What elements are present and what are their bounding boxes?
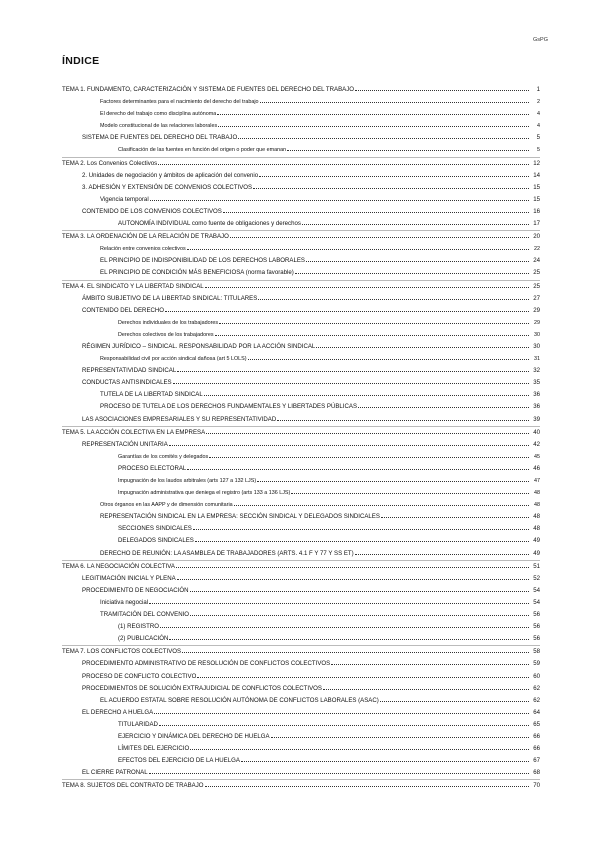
- toc-page-number: 62: [533, 684, 540, 692]
- toc-dot-leader: [355, 554, 529, 555]
- toc-dot-leader: [159, 725, 529, 726]
- toc-page-number: 49: [533, 549, 540, 557]
- toc-dot-leader: [169, 445, 529, 446]
- toc-dot-leader: [238, 138, 529, 139]
- toc-entry-title: EFECTOS DEL EJERCICIO DE LA HUELGA: [118, 757, 240, 765]
- toc-page-number: 2: [537, 99, 540, 106]
- toc-entry-title: DERECHO DE REUNIÓN: LA ASAMBLEA DE TRABAJADORES (ARTS. 4.1 F Y 77 Y SS ET): [100, 549, 354, 557]
- toc-entry-title: LEGITIMACIÓN INICIAL Y PLENA: [82, 574, 176, 582]
- toc-page-number: 30: [533, 342, 540, 350]
- toc-entry-row[interactable]: [62, 755, 540, 767]
- toc-page-number: 4: [537, 111, 540, 118]
- toc-page-number: 25: [533, 282, 540, 290]
- toc-entry-row[interactable]: [62, 731, 540, 743]
- toc-dot-leader: [358, 407, 529, 408]
- toc-entry-row[interactable]: [62, 377, 540, 389]
- toc-page-number: 49: [533, 537, 540, 545]
- toc-entry-title: EL DERECHO A HUELGA: [82, 708, 154, 716]
- toc-entry-row[interactable]: [62, 389, 540, 401]
- toc-entry-row[interactable]: [62, 511, 540, 523]
- table-of-contents: [62, 84, 540, 792]
- toc-entry-row[interactable]: [62, 439, 540, 451]
- toc-entry-title: PROCESO ELECTORAL: [118, 464, 187, 472]
- toc-entry-row[interactable]: [62, 767, 540, 779]
- toc-dot-leader: [204, 395, 529, 396]
- toc-entry-title: CONDUCTAS ANTISINDICALES: [82, 379, 172, 387]
- toc-topic-row[interactable]: [62, 230, 540, 243]
- toc-entry-row[interactable]: [62, 267, 540, 279]
- toc-entry-title: 2. Unidades de negociación y ámbitos de aplicación del convenio: [82, 171, 259, 179]
- toc-page-number: 56: [533, 611, 540, 619]
- toc-entry-row[interactable]: [62, 120, 540, 132]
- toc-entry-row[interactable]: [62, 194, 540, 206]
- toc-dot-leader: [302, 224, 529, 225]
- toc-dot-leader: [150, 200, 529, 201]
- toc-dot-leader: [158, 164, 529, 165]
- toc-dot-leader: [193, 529, 529, 530]
- toc-entry-title: Factores determinantes para el nacimiento del derecho del trabajo: [100, 99, 259, 106]
- toc-page-number: 36: [533, 391, 540, 399]
- toc-entry-title: REPRESENTACIÓN UNITARIA: [82, 440, 168, 448]
- toc-entry-title: Derechos individuales de los trabajadores: [118, 319, 219, 326]
- toc-entry-row[interactable]: [62, 96, 540, 108]
- toc-entry-title: TEMA 7. LOS CONFLICTOS COLECTIVOS: [62, 648, 182, 656]
- toc-entry-row[interactable]: [62, 218, 540, 230]
- toc-dot-leader: [219, 323, 529, 324]
- toc-page-number: 40: [533, 428, 540, 436]
- toc-entry-title: CONTENIDO DE LOS CONVENIOS COLECTIVOS: [82, 207, 222, 215]
- toc-page-number: 46: [533, 464, 540, 472]
- toc-entry-title: PROCESO DE CONFLICTO COLECTIVO: [82, 672, 197, 680]
- toc-dot-leader: [165, 311, 529, 312]
- toc-page-number: 58: [533, 648, 540, 656]
- toc-page-number: 31: [534, 356, 540, 363]
- toc-entry-title: TEMA 3. LA ORDENACIÓN DE LA RELACIÓN DE TRABAJO: [62, 233, 229, 241]
- toc-entry-row[interactable]: [62, 132, 540, 144]
- toc-entry-title: REPRESENTATIVIDAD SINDICAL: [82, 367, 177, 375]
- toc-page-number: 12: [533, 159, 540, 167]
- toc-entry-title: Otros órganos en las AAPP y de dimensión comunitaria: [100, 502, 233, 509]
- toc-page-number: 62: [533, 696, 540, 704]
- toc-entry-row[interactable]: [62, 523, 540, 535]
- toc-dot-leader: [223, 212, 529, 213]
- toc-entry-row[interactable]: [62, 170, 540, 182]
- toc-entry-row[interactable]: [62, 535, 540, 547]
- toc-page-number: 5: [536, 134, 540, 142]
- toc-entry-row[interactable]: [62, 585, 540, 597]
- toc-entry-title: TUTELA DE LA LIBERTAD SINDICAL: [100, 391, 203, 399]
- toc-page-number: 36: [533, 403, 540, 411]
- toc-entry-title: Modelo constitucional de las relaciones laborales: [100, 123, 218, 130]
- toc-dot-leader: [182, 652, 529, 653]
- toc-page-number: 29: [534, 319, 540, 326]
- toc-entry-title: El derecho del trabajo como disciplina autónoma: [100, 111, 217, 118]
- toc-dot-leader: [205, 786, 529, 787]
- toc-dot-leader: [323, 689, 529, 690]
- toc-dot-leader: [215, 335, 529, 336]
- toc-entry-row[interactable]: [62, 499, 540, 511]
- toc-entry-title: EL ACUERDO ESTATAL SOBRE RESOLUCIÓN AUTÓNOMA DE CONFLICTOS LABORALES (ASAC): [100, 696, 379, 704]
- toc-page-number: 48: [533, 513, 540, 521]
- toc-page-number: 45: [534, 453, 540, 460]
- toc-entry-title: TEMA 5. LA ACCIÓN COLECTIVA EN LA EMPRESA: [62, 428, 206, 436]
- toc-page-number: 20: [533, 233, 540, 241]
- toc-page-number: 64: [533, 708, 540, 716]
- toc-dot-leader: [176, 567, 529, 568]
- toc-entry-title: PROCESO DE TUTELA DE LOS DERECHOS FUNDAMENTALES Y LIBERTADES PÚBLICAS: [100, 403, 358, 411]
- toc-dot-leader: [209, 457, 529, 458]
- toc-dot-leader: [257, 481, 529, 482]
- toc-page-number: 16: [533, 207, 540, 215]
- toc-entry-title: Responsabilidad civil por acción sindical dañosa (art 5 LOLS): [100, 356, 247, 363]
- toc-page-number: 5: [537, 147, 540, 154]
- toc-page-number: 4: [537, 123, 540, 130]
- toc-dot-leader: [331, 664, 529, 665]
- toc-topic-row[interactable]: [62, 157, 540, 170]
- toc-entry-row[interactable]: [62, 597, 540, 609]
- toc-entry-title: EL PRINCIPIO DE INDISPONIBILIDAD DE LOS DERECHOS LABORALES: [100, 257, 305, 265]
- toc-dot-leader: [277, 420, 529, 421]
- toc-dot-leader: [149, 603, 529, 604]
- toc-entry-title: PROCEDIMIENTO DE NEGOCIACIÓN: [82, 586, 189, 594]
- toc-entry-title: Iniciativa negocial: [100, 598, 149, 606]
- header-mark: GsPG: [533, 37, 548, 43]
- toc-dot-leader: [195, 541, 529, 542]
- toc-entry-row[interactable]: [62, 633, 540, 645]
- toc-dot-leader: [206, 433, 529, 434]
- toc-entry-row[interactable]: [62, 451, 540, 463]
- toc-entry-row[interactable]: [62, 658, 540, 670]
- toc-dot-leader: [177, 579, 529, 580]
- toc-entry-title: AUTONOMÍA INDIVIDUAL como fuente de obligaciones y derechos: [118, 220, 301, 228]
- toc-entry-title: EL CIERRE PATRONAL: [82, 769, 148, 777]
- toc-entry-title: TEMA 1. FUNDAMENTO, CARACTERIZACIÓN Y SISTEMA DE FUENTES DEL DERECHO DEL TRABAJO: [62, 86, 354, 93]
- toc-page-number: 66: [533, 732, 540, 740]
- toc-page-number: 47: [534, 478, 540, 484]
- toc-dot-leader: [217, 114, 529, 115]
- toc-topic-row[interactable]: [62, 84, 540, 96]
- toc-page-number: 42: [533, 440, 540, 448]
- toc-dot-leader: [169, 639, 529, 640]
- toc-page-number: 15: [533, 183, 540, 191]
- toc-page-number: 51: [533, 562, 540, 570]
- toc-entry-title: TEMA 8. SUJETOS DEL CONTRATO DE TRABAJO: [62, 782, 204, 790]
- toc-dot-leader: [177, 371, 529, 372]
- toc-topic-row[interactable]: [62, 645, 540, 658]
- toc-page-number: 48: [534, 490, 540, 497]
- toc-entry-title: TEMA 4. EL SINDICATO Y LA LIBERTAD SINDICAL: [62, 282, 204, 290]
- toc-entry-row[interactable]: [62, 317, 540, 329]
- toc-topic-row[interactable]: [62, 426, 540, 439]
- toc-topic-row[interactable]: [62, 560, 540, 573]
- toc-page-number: 66: [533, 745, 540, 753]
- toc-page-number: 24: [533, 257, 540, 265]
- toc-entry-row[interactable]: [62, 683, 540, 695]
- toc-entry-row[interactable]: [62, 182, 540, 194]
- toc-entry-title: SECCIONES SINDICALES: [118, 525, 192, 533]
- toc-dot-leader: [190, 749, 529, 750]
- toc-entry-row[interactable]: [62, 621, 540, 633]
- toc-dot-leader: [259, 176, 529, 177]
- toc-dot-leader: [154, 713, 529, 714]
- toc-dot-leader: [205, 287, 529, 288]
- toc-page-number: 27: [533, 294, 540, 302]
- toc-entry-row[interactable]: [62, 243, 540, 255]
- toc-dot-leader: [197, 677, 529, 678]
- toc-page-number: 56: [533, 623, 540, 631]
- toc-page-number: 22: [534, 246, 540, 253]
- toc-page-number: 54: [533, 586, 540, 594]
- toc-entry-row[interactable]: [62, 414, 540, 426]
- toc-dot-leader: [253, 188, 529, 189]
- toc-page-number: 25: [533, 269, 540, 277]
- toc-dot-leader: [287, 150, 529, 151]
- toc-page-number: 52: [533, 574, 540, 582]
- toc-entry-row[interactable]: [62, 609, 540, 621]
- toc-page-number: 15: [533, 195, 540, 203]
- toc-page-number: 39: [533, 415, 540, 423]
- toc-dot-leader: [187, 469, 529, 470]
- toc-page-number: 48: [534, 502, 540, 509]
- toc-entry-row[interactable]: [62, 487, 540, 499]
- toc-entry-title: TEMA 6. LA NEGOCIACIÓN COLECTIVA: [62, 562, 175, 570]
- page-title: ÍNDICE: [62, 55, 100, 67]
- toc-dot-leader: [248, 359, 529, 360]
- toc-page-number: 1: [536, 86, 540, 93]
- toc-entry-title: LÍMITES DEL EJERCICIO: [118, 745, 190, 753]
- toc-entry-title: Clasificación de las fuentes en función del origen o poder que emanan: [118, 147, 287, 154]
- toc-entry-row[interactable]: [62, 341, 540, 353]
- toc-entry-row[interactable]: [62, 144, 540, 156]
- toc-entry-title: REPRESENTACIÓN SINDICAL EN LA EMPRESA: SECCIÓN SINDICAL Y DELEGADOS SINDICALES: [100, 513, 380, 521]
- toc-dot-leader: [149, 773, 529, 774]
- toc-entry-title: (1) REGISTRO: [118, 623, 159, 631]
- toc-dot-leader: [271, 737, 529, 738]
- toc-entry-row[interactable]: [62, 475, 540, 487]
- toc-entry-row[interactable]: [62, 719, 540, 731]
- toc-page-number: 29: [533, 306, 540, 314]
- toc-dot-leader: [291, 493, 529, 494]
- toc-entry-title: SISTEMA DE FUENTES DEL DERECHO DEL TRABAJO: [82, 134, 238, 142]
- toc-entry-row[interactable]: [62, 463, 540, 475]
- toc-entry-title: PROCEDIMIENTO ADMINISTRATIVO DE RESOLUCIÓN DE CONFLICTOS COLECTIVOS: [82, 660, 331, 668]
- toc-entry-row[interactable]: [62, 695, 540, 707]
- toc-dot-leader: [190, 591, 529, 592]
- toc-topic-row[interactable]: [62, 779, 540, 792]
- toc-topic-row[interactable]: [62, 280, 540, 293]
- toc-entry-title: Relación entre convenios colectivos: [100, 246, 186, 253]
- toc-page-number: 68: [533, 769, 540, 777]
- toc-dot-leader: [173, 383, 529, 384]
- toc-dot-leader: [316, 347, 529, 348]
- toc-entry-title: Garantías de los comités y delegados: [118, 453, 209, 460]
- toc-dot-leader: [230, 237, 529, 238]
- toc-entry-row[interactable]: [62, 573, 540, 585]
- toc-entry-row[interactable]: [62, 671, 540, 683]
- toc-dot-leader: [306, 261, 529, 262]
- toc-page-number: 32: [533, 367, 540, 375]
- toc-dot-leader: [355, 90, 529, 91]
- toc-entry-title: DELEGADOS SINDICALES: [118, 537, 194, 545]
- toc-entry-title: Impugnación de los laudos arbitrales (arts 127 a 132 LJS): [118, 478, 257, 484]
- toc-entry-title: EL PRINCIPIO DE CONDICIÓN MÁS BENEFICIOSA (norma favorable): [100, 269, 294, 277]
- toc-page-number: 14: [533, 171, 540, 179]
- toc-entry-title: PROCEDIMIENTOS DE SOLUCIÓN EXTRAJUDICIAL DE CONFLICTOS COLECTIVOS: [82, 684, 322, 692]
- toc-entry-title: (2) PUBLICACIÓN: [118, 635, 169, 643]
- toc-dot-leader: [258, 299, 529, 300]
- toc-page-number: 65: [533, 720, 540, 728]
- toc-entry-title: TEMA 2. Los Convenios Colectivos: [62, 159, 158, 167]
- toc-entry-row[interactable]: [62, 293, 540, 305]
- toc-dot-leader: [381, 517, 529, 518]
- toc-entry-row[interactable]: [62, 206, 540, 218]
- toc-page-number: 70: [533, 782, 540, 790]
- toc-dot-leader: [295, 273, 529, 274]
- toc-dot-leader: [380, 701, 529, 702]
- toc-entry-title: TRAMITACIÓN DEL CONVENIO: [100, 611, 190, 619]
- toc-entry-title: TITULARIDAD: [118, 720, 158, 728]
- toc-entry-title: LAS ASOCIACIONES EMPRESARIALES Y SU REPRESENTATIVIDAD: [82, 415, 277, 423]
- toc-entry-row[interactable]: [62, 548, 540, 560]
- toc-dot-leader: [160, 627, 529, 628]
- toc-page-number: 56: [533, 635, 540, 643]
- toc-entry-title: 3. ADHESIÓN Y EXTENSIÓN DE CONVENIOS COLECTIVOS: [82, 183, 253, 191]
- toc-entry-row[interactable]: [62, 365, 540, 377]
- toc-page-number: 59: [533, 660, 540, 668]
- toc-entry-row[interactable]: [62, 401, 540, 413]
- toc-dot-leader: [241, 761, 529, 762]
- toc-entry-row[interactable]: [62, 305, 540, 317]
- toc-entry-title: CONTENIDO DEL DERECHO: [82, 306, 165, 314]
- toc-page-number: 17: [533, 220, 540, 228]
- toc-dot-leader: [260, 102, 529, 103]
- toc-entry-row[interactable]: [62, 707, 540, 719]
- toc-entry-title: Impugnación administrativa que deniega el registro (arts 133 a 136 LJS): [118, 490, 291, 497]
- toc-page-number: 30: [534, 331, 540, 338]
- toc-page-number: 54: [533, 598, 540, 606]
- toc-page-number: 35: [533, 379, 540, 387]
- toc-page-number: 67: [533, 757, 540, 765]
- toc-dot-leader: [234, 505, 529, 506]
- toc-page-number: 60: [533, 672, 540, 680]
- toc-entry-row[interactable]: [62, 743, 540, 755]
- toc-page-number: 48: [533, 525, 540, 533]
- toc-entry-title: Vigencia temporal: [100, 195, 149, 203]
- toc-entry-row[interactable]: [62, 108, 540, 120]
- toc-entry-row[interactable]: [62, 255, 540, 267]
- toc-dot-leader: [190, 615, 529, 616]
- toc-entry-title: Derechos colectivos de los trabajadores: [118, 331, 214, 338]
- toc-entry-row[interactable]: [62, 329, 540, 341]
- toc-entry-row[interactable]: [62, 353, 540, 365]
- toc-entry-title: RÉGIMEN JURÍDICO – SINDICAL. RESPONSABILIDAD POR LA ACCIÓN SINDICAL: [82, 342, 316, 350]
- toc-dot-leader: [218, 126, 529, 127]
- toc-entry-title: EJERCICIO Y DINÁMICA DEL DERECHO DE HUELGA: [118, 732, 270, 740]
- toc-entry-title: ÁMBITO SUBJETIVO DE LA LIBERTAD SINDICAL: TITULARES: [82, 294, 258, 302]
- toc-dot-leader: [187, 249, 529, 250]
